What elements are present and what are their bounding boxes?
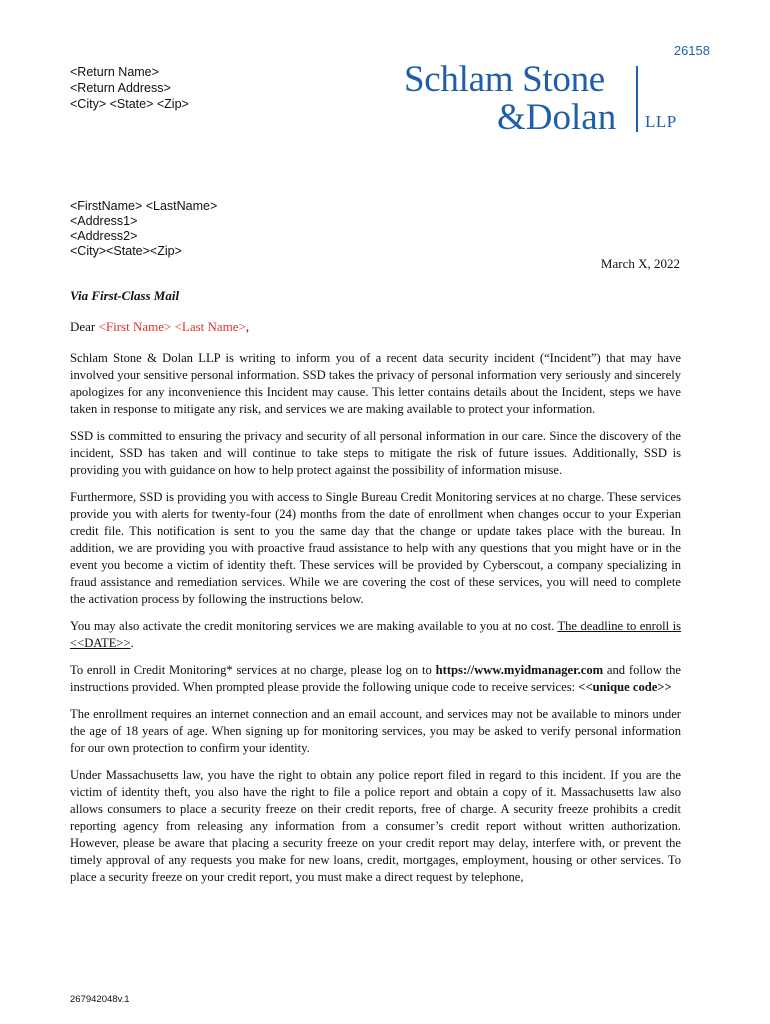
paragraph-credit-monitoring: Furthermore, SSD is providing you with access to Single Bureau Credit Monitoring services at no charge. These services provide you with alerts for twenty-four (24) months from the date of enrollment when changes occur to your Experian credit file. This notification is sent to you the same day that the change or update takes place with the bureau. In addition, we are providing you with proactive fraud assistance to help with any questions that you might have or in the event you become a victim of identity theft. These services will be provided by Cyberscout, a company specializing in fraud assistance and remediation services. While we are covering the cost of these services, you will need to complete the activation process by following the instructions below. [70,490,681,606]
recipient-address [70,199,217,259]
return-street: <Return Address> [70,81,171,95]
footer-doc-id: 267942048v.1 [70,994,130,1005]
letter-date: March X, 2022 [600,256,680,271]
return-name: <Return Name> [70,65,159,79]
enroll-text: To enroll in Credit Monitoring* services at no charge, please log on to [70,663,436,677]
return-city-line: <City> <State> <Zip> [70,97,189,111]
paragraph-requirements: The enrollment requires an internet connection and an email account, and services may not be available to minors under the age of 18 years of age. When signing up for monitoring services, you may be asked to verify personal information for our own protection to confirm your identity. [70,707,681,755]
deadline-end: . [130,636,134,650]
return-address [70,64,189,112]
logo-llp: LLP [645,112,677,131]
enroll-unique-code: <<unique code>> [578,680,672,694]
salutation-prefix: Dear [70,319,99,334]
document-number: 26158 [673,43,710,58]
recipient-address2: <Address2> [70,229,138,243]
salutation-first-name: <First Name> [98,319,172,334]
paragraph-massachusetts-law: Under Massachusetts law, you have the right to obtain any police report filed in regard to this incident. If you are the victim of identity theft, you also have the right to file a police report and obtain a copy of it. Massachusetts law also allows consumers to place a security freeze on their credit reports, free of charge. A security freeze prohibits a credit reporting agency from releasing any information from a consumer’s credit report without written authorization. However, please be aware that placing a security freeze on your credit report may delay, interfere with, or prevent the timely approval of any requests you make for new loans, credit, mortgages, employment, housing or other services. To place a security freeze on your credit report, you must make a direct request by telephone, [70,768,681,884]
enroll-url-link[interactable]: https://www.myidmanager.com [435,663,604,677]
recipient-address1: <Address1> [70,214,138,228]
recipient-city-line: <City><State><Zip> [70,244,182,258]
deadline-text: You may also activate the credit monitoring services we are making available to you at no cost. [70,619,558,633]
recipient-name: <FirstName> <LastName> [70,199,218,213]
salutation-last-name: <Last Name> [174,319,246,334]
salutation-suffix: , [245,319,250,334]
delivery-method: Via First-Class Mail [70,288,180,303]
paragraph-deadline [70,618,681,652]
logo-line-1: Schlam Stone [404,59,605,100]
logo-line-2: &Dolan [497,97,617,138]
deadline-date: The deadline to enroll is <<DATE>> [70,619,681,650]
logo-divider [636,66,638,132]
paragraph-enroll [70,662,681,696]
salutation [70,319,249,335]
letter-body [70,350,681,896]
paragraph-incident: Schlam Stone & Dolan LLP is writing to inform you of a recent data security incident (“Incident”) that may have involved your sensitive personal information. SSD takes the privacy of personal information very seriously and sincerely apologizes for any inconvenience this Incident may cause. This letter contains details about the Incident, steps we have taken in response to mitigate any risk, and services we are making available to protect your information. [70,351,681,416]
paragraph-commitment: SSD is committed to ensuring the privacy and security of all personal information in our care. Since the discovery of the incident, SSD has taken and will continue to take steps to mitigate the risk of future issues. Additionally, SSD is providing you with guidance on how to help protect against the possibility of information misuse. [70,429,681,477]
enroll-mid: and follow the instructions provided. When prompted please provide the following unique code to receive services: [70,663,681,694]
firm-logo [404,58,694,138]
